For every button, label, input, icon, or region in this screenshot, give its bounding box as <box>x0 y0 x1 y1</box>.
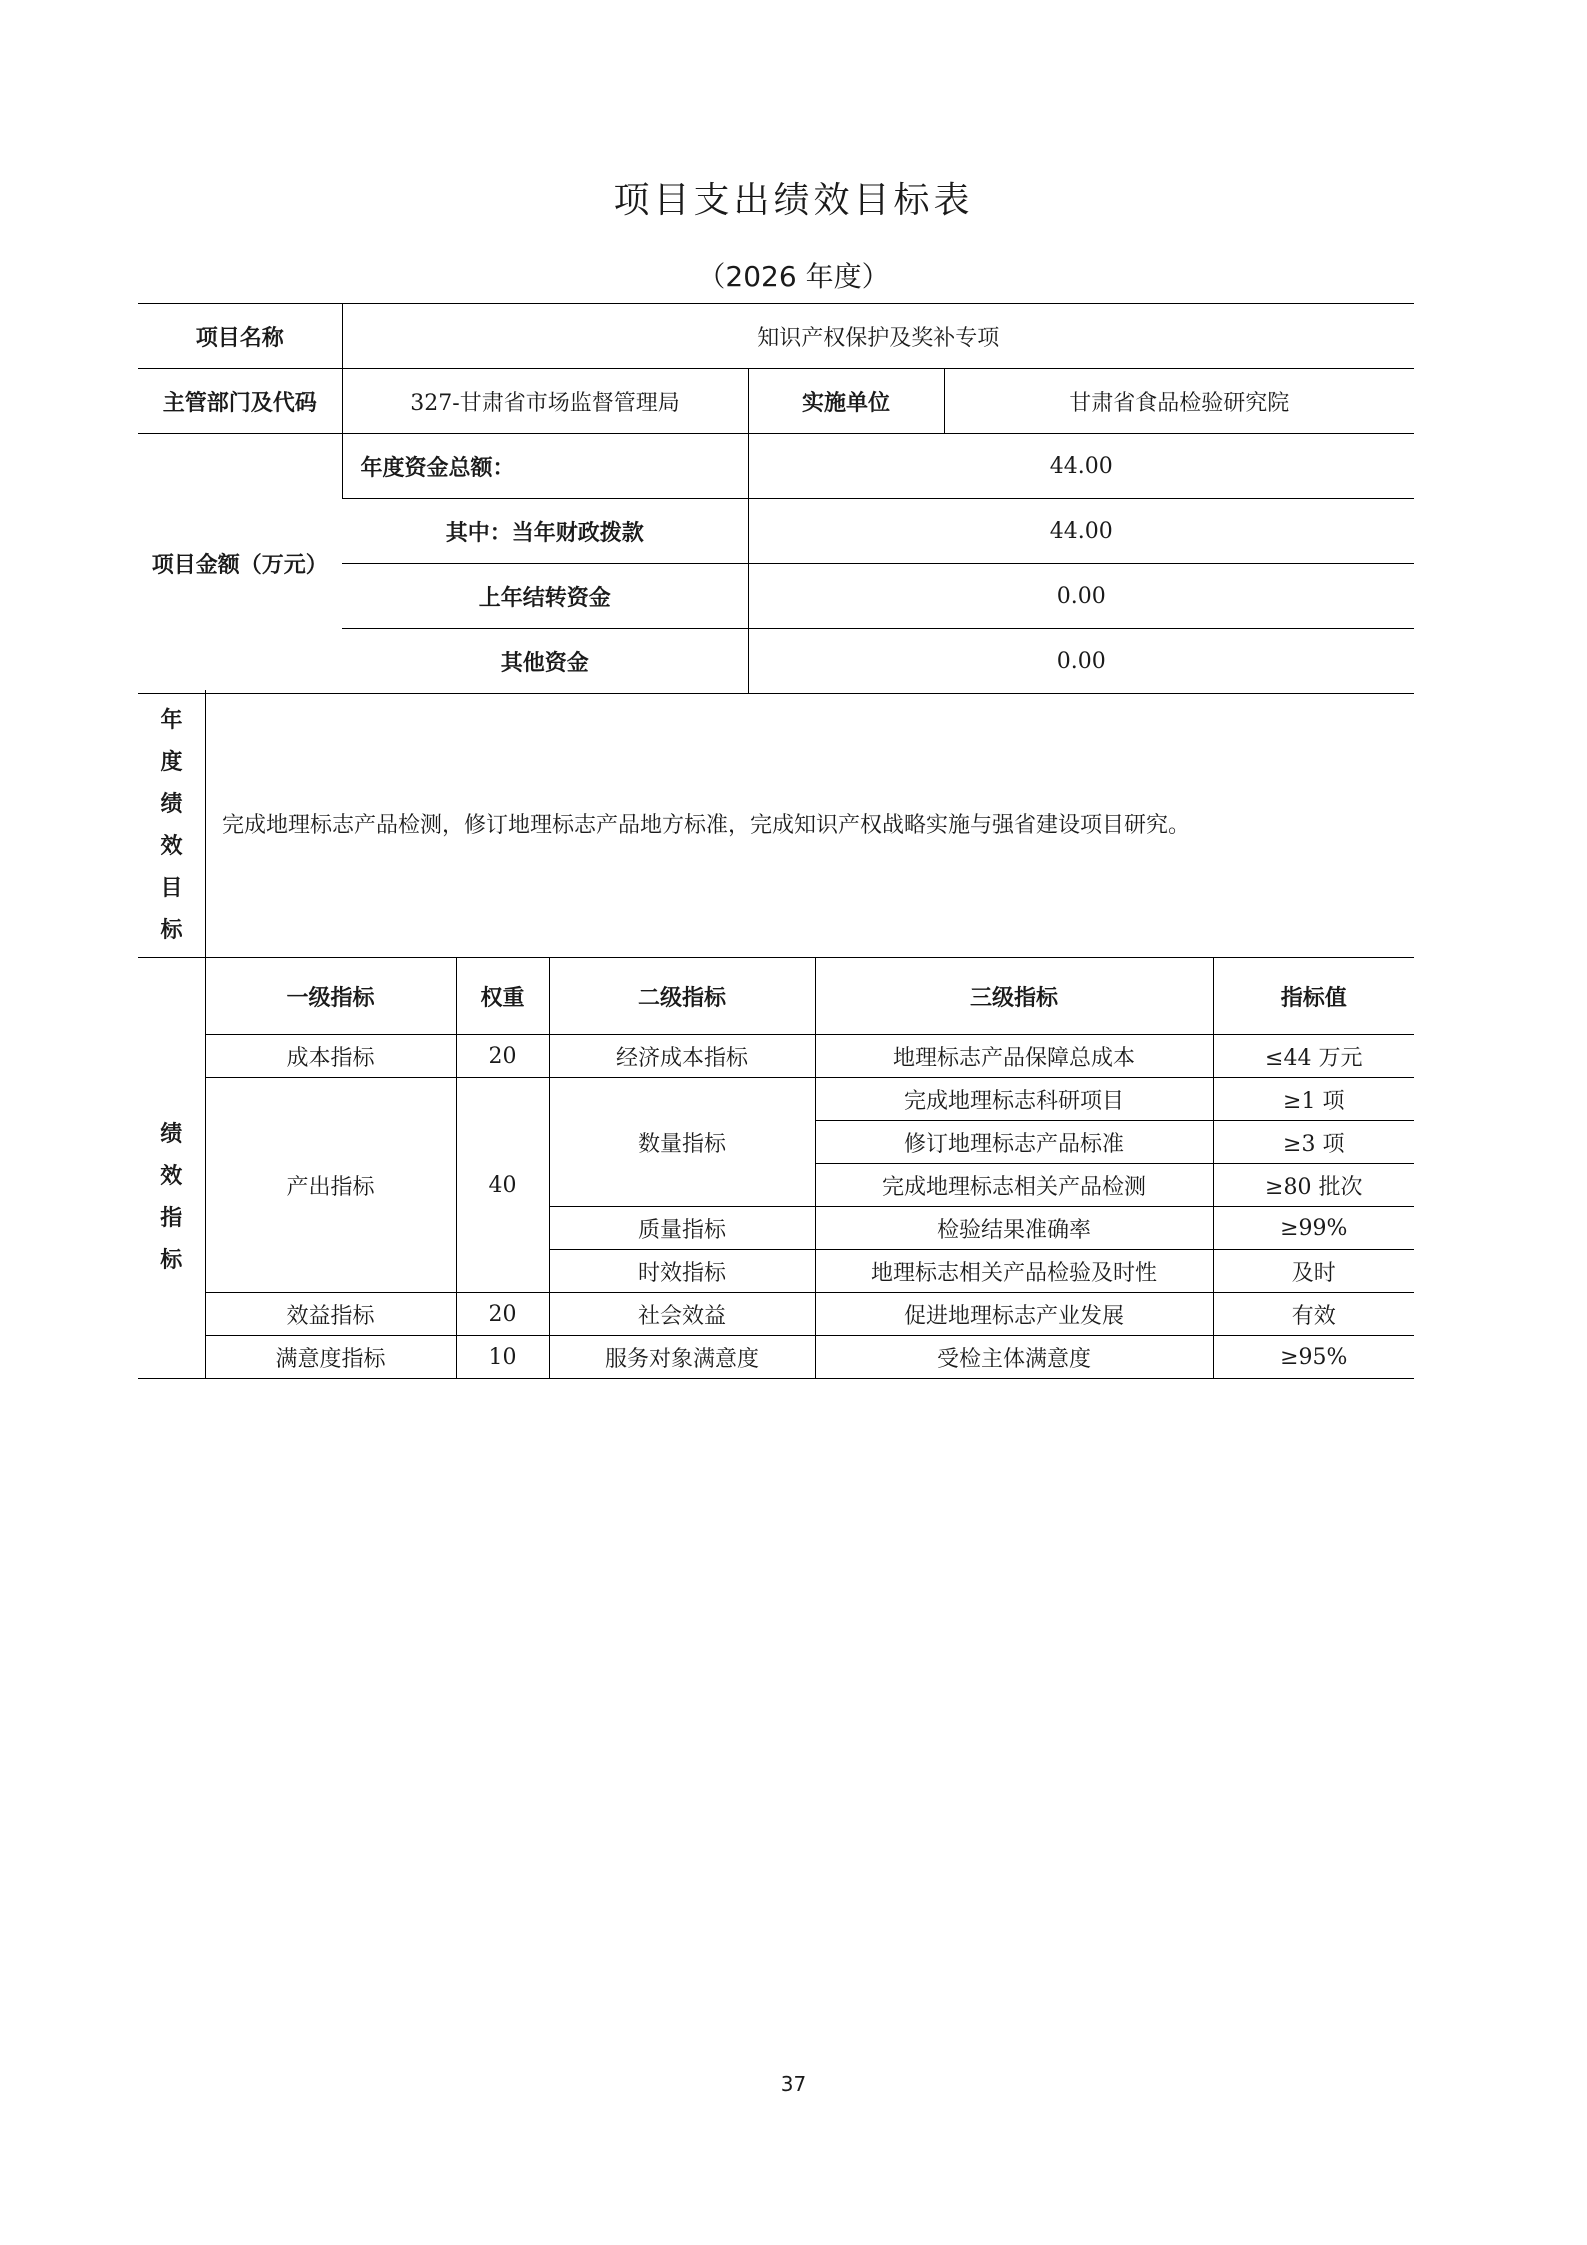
level3-cell: 完成地理标志相关产品检测 <box>815 1164 1213 1207</box>
level2-cell: 数量指标 <box>549 1078 815 1207</box>
label-char: 度 <box>160 749 183 775</box>
value-cell: ≥3 项 <box>1213 1121 1414 1164</box>
level2-cell: 时效指标 <box>549 1250 815 1293</box>
indicators-label <box>138 958 205 1379</box>
table-row <box>138 1336 1414 1379</box>
weight-cell: 20 <box>456 1293 549 1336</box>
label-char: 绩 <box>160 791 183 817</box>
table-row <box>138 1293 1414 1336</box>
level3-cell: 促进地理标志产业发展 <box>815 1293 1213 1336</box>
dept-value: 327-甘肃省市场监督管理局 <box>342 369 748 434</box>
amount-item-value: 44.00 <box>748 499 1414 564</box>
amount-item-label: 上年结转资金 <box>342 564 748 629</box>
level2-cell: 服务对象满意度 <box>549 1336 815 1379</box>
label-char: 效 <box>160 833 183 859</box>
level2-cell: 经济成本指标 <box>549 1035 815 1078</box>
table-row <box>138 1078 1414 1121</box>
label-char: 目 <box>160 875 183 901</box>
amount-item-label: 年度资金总额： <box>342 434 748 499</box>
page-number: 37 <box>780 2072 807 2096</box>
indicators-header-row <box>138 958 1414 1035</box>
amount-item-value: 0.00 <box>748 564 1414 629</box>
project-info-table <box>138 303 1414 694</box>
level2-cell: 社会效益 <box>549 1293 815 1336</box>
impl-unit-value: 甘肃省食品检验研究院 <box>944 369 1414 434</box>
level3-cell: 完成地理标志科研项目 <box>815 1078 1213 1121</box>
column-header: 三级指标 <box>815 958 1213 1035</box>
label-char: 效 <box>160 1164 183 1189</box>
value-cell: ≥95% <box>1213 1336 1414 1379</box>
amount-item-label: 其中：当年财政拨款 <box>342 499 748 564</box>
weight-cell: 40 <box>456 1078 549 1293</box>
value-cell: ≤44 万元 <box>1213 1035 1414 1078</box>
amount-row <box>138 434 1414 499</box>
label-char: 年 <box>160 707 183 733</box>
column-header: 二级指标 <box>549 958 815 1035</box>
level3-cell: 地理标志产品保障总成本 <box>815 1035 1213 1078</box>
level1-cell: 产出指标 <box>205 1078 456 1293</box>
annual-goal-text: 完成地理标志产品检测，修订地理标志产品地方标准，完成知识产权战略实施与强省建设项目研究。 <box>206 690 1415 958</box>
level1-cell: 效益指标 <box>205 1293 456 1336</box>
column-header: 指标值 <box>1213 958 1414 1035</box>
annual-goal-row <box>138 690 1414 958</box>
value-cell: 有效 <box>1213 1293 1414 1336</box>
value-cell: 及时 <box>1213 1250 1414 1293</box>
page-subtitle-year: （2026 年度） <box>697 260 890 293</box>
annual-goal-table <box>138 690 1414 958</box>
level3-cell: 受检主体满意度 <box>815 1336 1213 1379</box>
level2-cell: 质量指标 <box>549 1207 815 1250</box>
level1-cell: 满意度指标 <box>205 1336 456 1379</box>
level3-cell: 修订地理标志产品标准 <box>815 1121 1213 1164</box>
annual-goal-label <box>138 690 206 958</box>
project-name-label: 项目名称 <box>138 304 342 369</box>
label-char: 标 <box>160 1248 183 1273</box>
dept-label: 主管部门及代码 <box>138 369 342 434</box>
column-header: 权重 <box>456 958 549 1035</box>
amount-item-value: 44.00 <box>748 434 1414 499</box>
level1-cell: 成本指标 <box>205 1035 456 1078</box>
impl-unit-label: 实施单位 <box>748 369 944 434</box>
amount-item-label: 其他资金 <box>342 629 748 694</box>
amount-label: 项目金额（万元） <box>138 434 342 694</box>
dept-row <box>138 369 1414 434</box>
label-char: 绩 <box>160 1122 183 1147</box>
project-name-row <box>138 304 1414 369</box>
value-cell: ≥99% <box>1213 1207 1414 1250</box>
column-header: 一级指标 <box>205 958 456 1035</box>
level3-cell: 地理标志相关产品检验及时性 <box>815 1250 1213 1293</box>
table-row <box>138 1035 1414 1078</box>
indicators-table <box>138 958 1414 1379</box>
level3-cell: 检验结果准确率 <box>815 1207 1213 1250</box>
weight-cell: 10 <box>456 1336 549 1379</box>
value-cell: ≥1 项 <box>1213 1078 1414 1121</box>
page-title: 项目支出绩效目标表 <box>613 180 974 221</box>
amount-item-value: 0.00 <box>748 629 1414 694</box>
value-cell: ≥80 批次 <box>1213 1164 1414 1207</box>
label-char: 标 <box>160 917 183 943</box>
label-char: 指 <box>160 1206 183 1231</box>
project-name-value: 知识产权保护及奖补专项 <box>342 304 1414 369</box>
weight-cell: 20 <box>456 1035 549 1078</box>
